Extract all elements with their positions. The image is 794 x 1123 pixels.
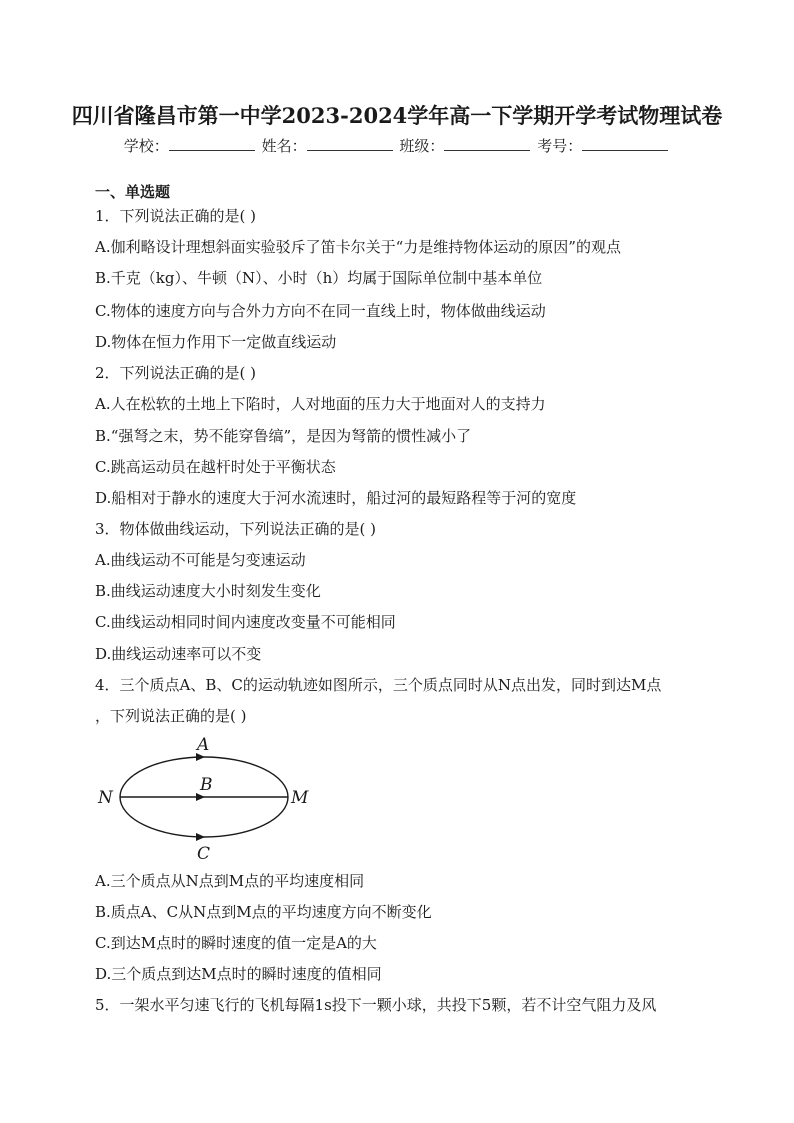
exam-number-blank[interactable] xyxy=(582,136,668,151)
question-5-stem: 5．一架水平匀速飞行的飞机每隔1s投下一颗小球，共投下5颗，若不计空气阻力及风 xyxy=(95,996,657,1014)
question-3-option-d: D.曲线运动速率可以不变 xyxy=(95,645,262,663)
question-4-stem-continued: ，下列说法正确的是( ) xyxy=(95,707,247,725)
label-m: M xyxy=(291,788,309,808)
question-4-option-c: C.到达M点时的瞬时速度的值一定是A的大 xyxy=(95,934,377,952)
question-2-option-a: A.人在松软的土地上下陷时，人对地面的压力大于地面对人的支持力 xyxy=(95,395,546,413)
page-title: 四川省隆昌市第一中学2023-2024学年高一下学期开学考试物理试卷 xyxy=(71,103,723,128)
question-2-option-c: C.跳高运动员在越杆时处于平衡状态 xyxy=(95,458,336,476)
label-c: C xyxy=(197,844,211,863)
info-label-school: 学校： xyxy=(123,137,169,155)
question-1-option-a: A.伽利略设计理想斜面实验驳斥了笛卡尔关于“力是维持物体运动的原因”的观点 xyxy=(95,238,621,256)
question-2-stem: 2．下列说法正确的是( ) xyxy=(95,364,257,382)
class-blank[interactable] xyxy=(444,136,530,151)
question-4-option-b: B.质点A、C从N点到M点的平均速度方向不断变化 xyxy=(95,903,432,921)
student-info-row xyxy=(0,135,794,156)
name-blank[interactable] xyxy=(307,136,393,151)
question-4-option-d: D.三个质点到达M点时的瞬时速度的值相同 xyxy=(95,965,382,983)
question-1-stem: 1．下列说法正确的是( ) xyxy=(95,207,257,225)
trajectory-diagram xyxy=(92,733,317,863)
label-b: B xyxy=(200,775,213,795)
trajectory-figure xyxy=(92,733,317,863)
question-3-stem: 3．物体做曲线运动，下列说法正确的是( ) xyxy=(95,520,377,538)
question-1-option-d: D.物体在恒力作用下一定做直线运动 xyxy=(95,333,337,351)
info-label-exam-number: 考号： xyxy=(537,137,583,155)
label-n: N xyxy=(98,788,113,808)
label-a: A xyxy=(197,735,210,755)
question-3-option-c: C.曲线运动相同时间内速度改变量不可能相同 xyxy=(95,613,396,631)
question-1-option-c: C.物体的速度方向与合外力方向不在同一直线上时，物体做曲线运动 xyxy=(95,302,546,320)
section-heading: 一、单选题 xyxy=(95,183,171,201)
school-blank[interactable] xyxy=(169,136,255,151)
info-label-class: 班级： xyxy=(399,137,445,155)
question-2-option-b: B.“强弩之末，势不能穿鲁缟”，是因为弩箭的惯性减小了 xyxy=(95,427,472,445)
question-4-stem: 4．三个质点A、B、C的运动轨迹如图所示，三个质点同时从N点出发，同时到达M点 xyxy=(95,676,662,694)
question-4-option-a: A.三个质点从N点到M点的平均速度相同 xyxy=(95,872,365,890)
info-label-name: 姓名： xyxy=(261,137,307,155)
question-2-option-d: D.船相对于静水的速度大于河水流速时，船过河的最短路程等于河的宽度 xyxy=(95,489,577,507)
arrow-c-icon xyxy=(196,833,205,841)
question-3-option-b: B.曲线运动速度大小时刻发生变化 xyxy=(95,582,321,600)
question-3-option-a: A.曲线运动不可能是匀变速运动 xyxy=(95,551,306,569)
question-1-option-b: B.千克（kg）、牛顿（N）、小时（h）均属于国际单位制中基本单位 xyxy=(95,269,543,287)
